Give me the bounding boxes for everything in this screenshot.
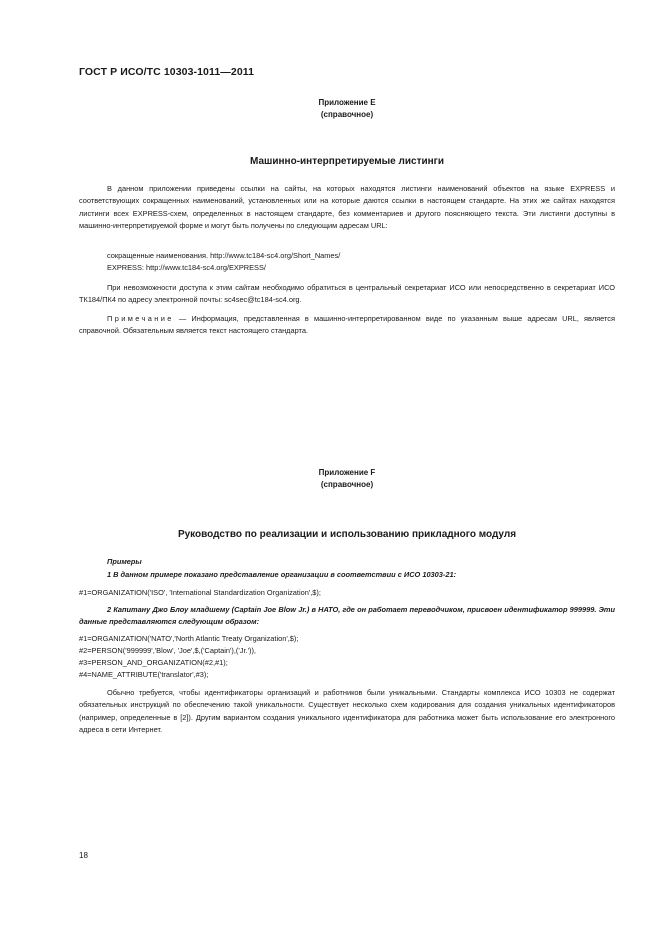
note-text: — Информация, представленная в машинно-интерпретированном виде по указанным выше адресам URL, является справочной. Обязательным является текст настоящего стандарта. <box>79 314 615 336</box>
annex-e-title: Приложение Е <box>318 98 376 107</box>
code-line: #2=PERSON('999999','Blow', 'Joe',$,('Captain'),('Jr.')), <box>79 646 256 655</box>
example-2-text: 2 Капитану Джо Блоу младшему (Captain Joe Blow Jr.) в НАТО, где он работает переводчиком, присвоен идентификатор 999999. Эти данные представляются следующим образом: <box>79 605 615 627</box>
standard-code: ГОСТ Р ИСО/ТС 10303-1011—2011 <box>79 66 255 78</box>
annex-e-heading: Машинно-интерпретируемые листинги <box>250 156 444 167</box>
code-line: #1=ORGANIZATION('NATO','North Atlantic Treaty Organization',$); <box>79 634 299 643</box>
url-short-names: сокращенные наименования. http://www.tc184-sc4.org/Short_Names/ <box>107 251 341 260</box>
annex-f-heading: Руководство по реализации и использованию прикладного модуля <box>177 529 517 540</box>
annex-e-paragraph-2: При невозможности доступа к этим сайтам необходимо обратиться в центральный секретариат ИСО или непосредственно в секретариат ИСО ТК184/ПК4 по адресу электронной почты: sc4sec@tc184-sc4.org. <box>79 283 615 305</box>
examples-label: Примеры <box>107 557 142 566</box>
annex-f-title: Приложение F <box>318 468 376 477</box>
annex-f-paragraph: Обычно требуется, чтобы идентификаторы организаций и работников были уникальными. Стандарты комплекса ИСО 10303 не содержат обязательных инструкций по обеспечению такой уникальности. Существует несколько схем кодирования для создания уникальных идентификаторов (например, определенные в [2]). Другим вариантом создания уникального идентификатора для работника может быть использование его электронного адреса в сети Интернет. <box>79 688 615 735</box>
url-express: EXPRESS: http://www.tc184-sc4.org/EXPRESS/ <box>107 263 266 272</box>
annex-e-paragraph-1: В данном приложении приведены ссылки на сайты, на которых находятся листинги наименований объектов на языке EXPRESS и соответствующих сокращенных наименований, установленных или на которые даются ссылки в настоящем стандарте. На этих же сайтах находятся листинги всех EXPRESS-схем, определенных в настоящем стандарте, без комментариев и другого поясняющего текста. Эти листинги доступны в машинно-интерпретируемой форме и могут быть получены по следующим адресам URL: <box>79 184 615 231</box>
annex-e-note <box>79 313 615 338</box>
annex-f-type: (справочное) <box>320 480 374 489</box>
code-line: #3=PERSON_AND_ORGANIZATION(#2,#1); <box>79 658 228 667</box>
annex-e-type: (справочное) <box>320 110 374 119</box>
code-line: #4=NAME_ATTRIBUTE('translator',#3); <box>79 670 209 679</box>
example-1-text: 1 В данном примере показано представление организации в соответствии с ИСО 10303-21: <box>107 570 457 579</box>
page-number: 18 <box>79 851 88 860</box>
code-line: #1=ORGANIZATION('ISO', 'International Standardization Organization',$); <box>79 588 321 597</box>
note-label: Примечание <box>107 314 174 323</box>
